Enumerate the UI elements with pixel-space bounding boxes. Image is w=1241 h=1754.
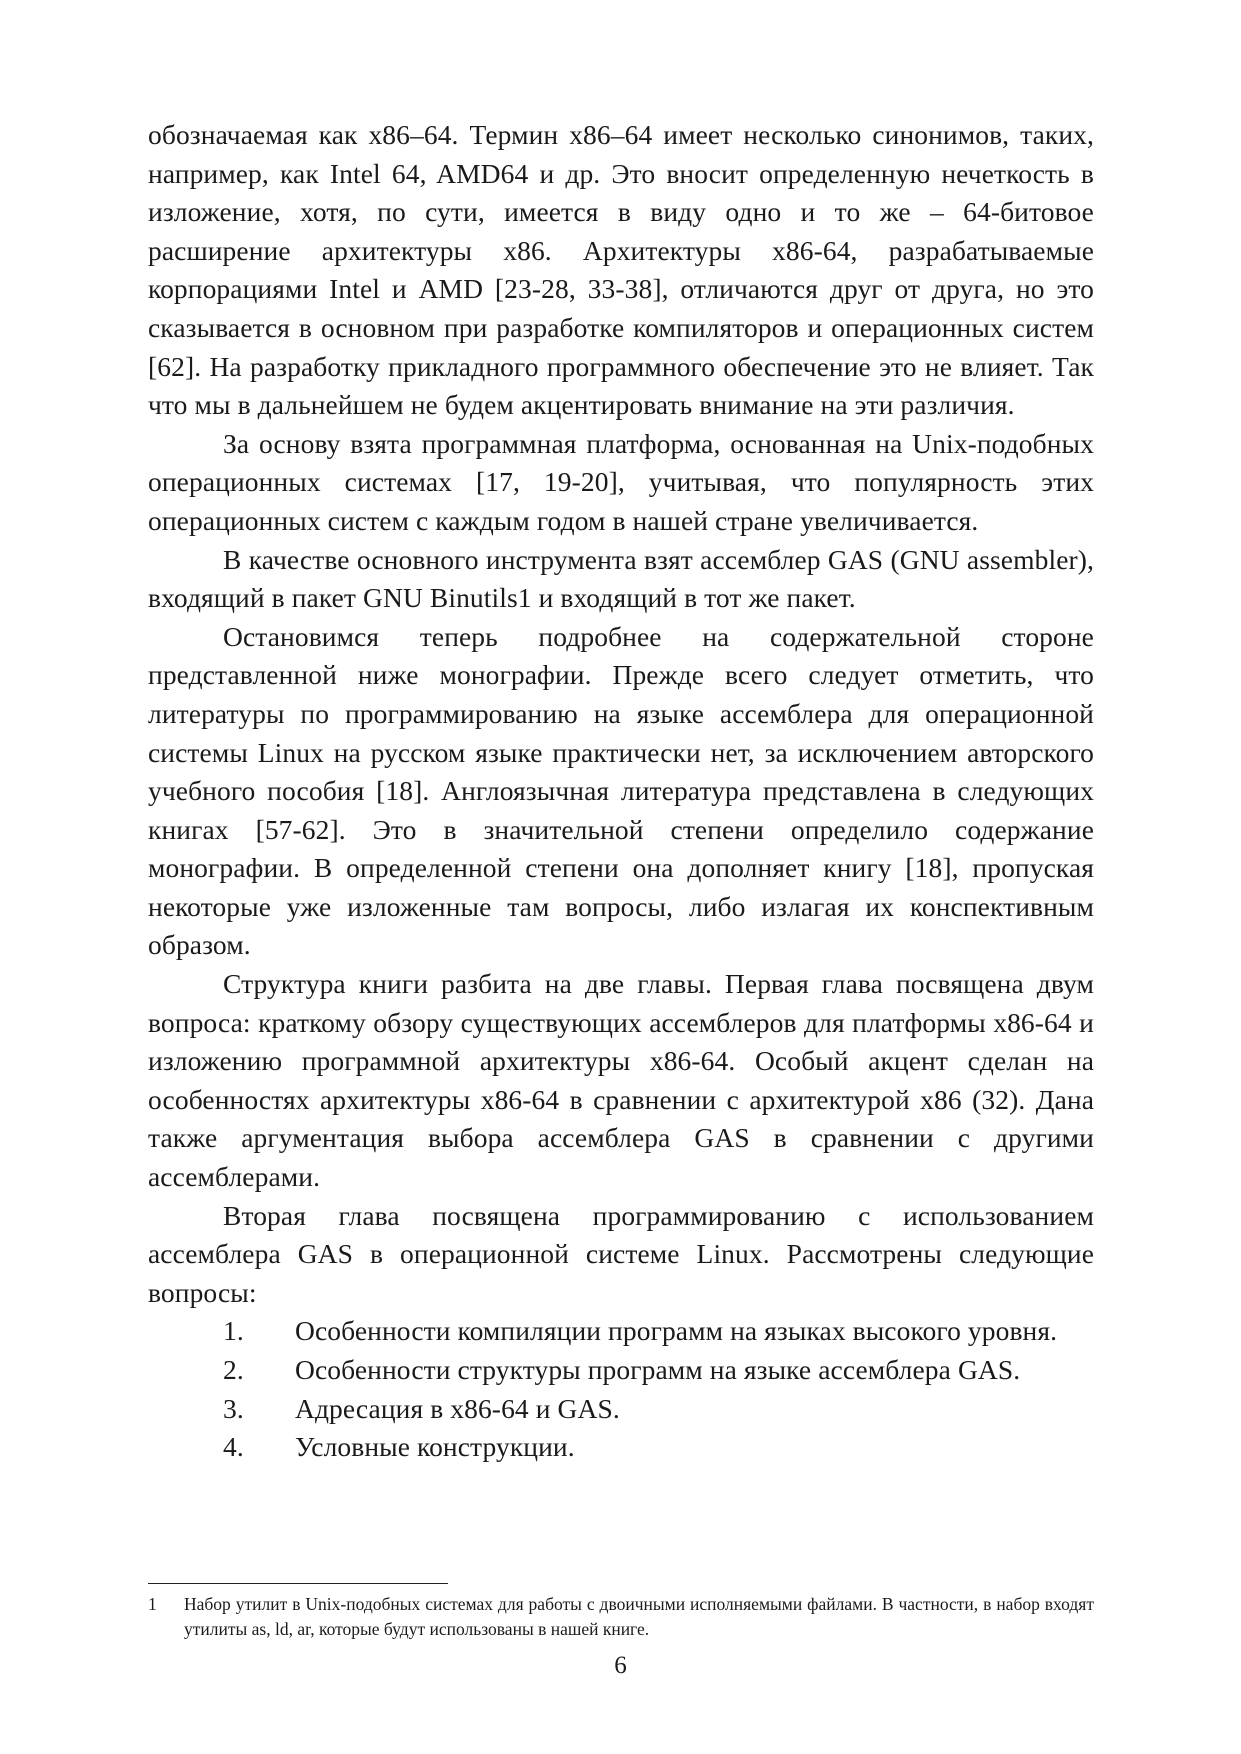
- paragraph-3-text: В качестве основного инструмента взят ассемблер GAS (GNU assembler), входящий в пакет GNU Binutils: [148, 543, 1094, 614]
- paragraph-1: обозначаемая как x86–64. Термин x86–64 имеет несколько синонимов, таких, например, как Intel 64, AMD64 и др. Это вносит определенную нечеткость в изложение, хотя, по сути, имеется в виду одно и то же – 64-битовое расширение архитектуры x86. Архитектуры x86-64, разрабатываемые корпорациями Intel и AMD [23-28, 33-38], отличаются друг от друга, но это сказывается в основном при разработке компиляторов и операционных систем [62]. На разработку прикладного программного обеспечение это не влияет. Так что мы в дальнейшем не будем акцентировать внимание на эти различия.: [148, 119, 1094, 421]
- list-item: [148, 1312, 1094, 1351]
- list-item: [148, 1428, 1094, 1467]
- list-item-text: Особенности структуры программ на языке ассемблера GAS.: [295, 1354, 1021, 1385]
- list-item-number: 1.: [223, 1315, 244, 1347]
- footnote: [148, 1592, 1094, 1642]
- paragraph-3-text-end: и входящий в тот же пакет.: [531, 582, 856, 614]
- list-item-text: Адресация в x86-64 и GAS.: [295, 1392, 620, 1424]
- list-item-text: Условные конструкции.: [295, 1431, 575, 1463]
- list-item-number: 3.: [223, 1392, 244, 1424]
- footnote-number: 1: [148, 1594, 157, 1614]
- paragraph-3: [148, 541, 1094, 618]
- footnote-reference[interactable]: 1: [517, 582, 532, 614]
- paragraph-5: Структура книги разбита на две главы. Первая глава посвящена двум вопроса: краткому обзору существующих ассемблеров для платформы x86-64 и изложению программной архитектуры x86-64. Особый акцент сделан на особенностях архитектуры x86-64 в сравнении с архитектурой x86 (32). Дана также аргументация выбора ассемблера GAS в сравнении с другими ассемблерами.: [148, 968, 1094, 1193]
- list-item: [148, 1351, 1094, 1390]
- footnote-text: Набор утилит в Unix-подобных системах для работы с двоичными исполняемыми файлами. В частности, в набор входят утилиты as, ld, ar, которые будут использованы в нашей книге.: [184, 1594, 1094, 1639]
- page-body: [148, 116, 1094, 1467]
- list-item-number: 2.: [223, 1354, 244, 1385]
- paragraph-6: Вторая глава посвящена программированию с использованием ассемблера GAS в операционной системе Linux. Рассмотрены следующие вопросы:: [148, 1199, 1094, 1308]
- paragraph-4: Остановимся теперь подробнее на содержательной стороне представленной ниже монографии. Прежде всего следует отметить, что литературы по программированию на языке ассемблера для операционной системы Linux на русском языке практически нет, за исключением авторского учебного пособия [18]. Англоязычная литература представлена в следующих книгах [57-62]. Это в значительной степени определило содержание монографии. В определенной степени она дополняет книгу [18], пропуская некоторые уже изложенные там вопросы, либо излагая их конспективным образом.: [148, 620, 1094, 961]
- footnote-divider: [148, 1583, 448, 1584]
- paragraph-2: За основу взята программная платформа, основанная на Unix-подобных операционных системах [17, 19-20], учитывая, что популярность этих операционных систем с каждым годом в нашей стране увеличивается.: [148, 427, 1094, 536]
- page-number: 6: [614, 1652, 627, 1679]
- main-text: [148, 116, 1094, 1467]
- list-item: [148, 1390, 1094, 1429]
- list-item-text: Особенности компиляции программ на языках высокого уровня.: [295, 1315, 1058, 1347]
- list-item-number: 4.: [223, 1431, 244, 1463]
